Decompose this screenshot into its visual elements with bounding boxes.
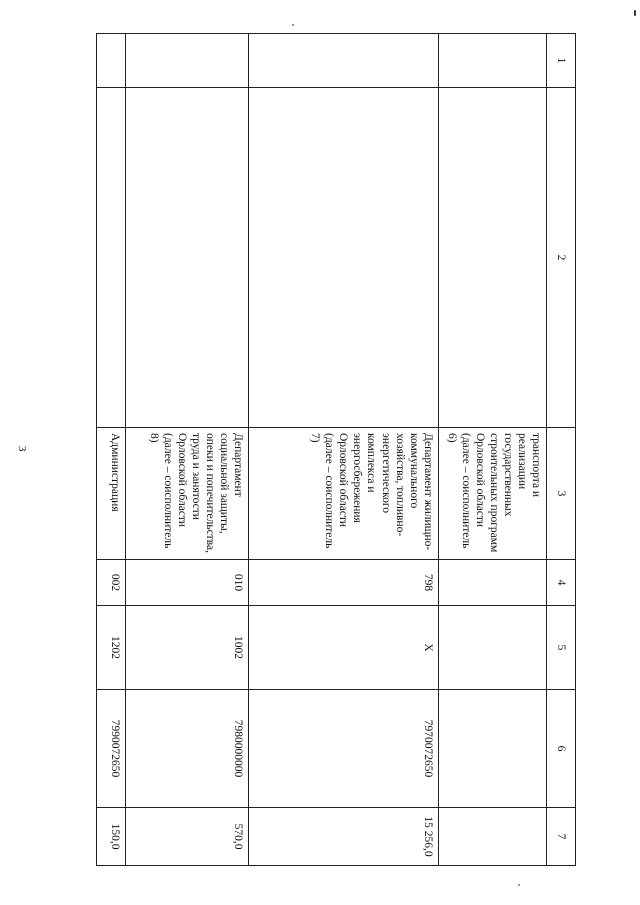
table-cell [438,34,546,88]
amount-cell: 570,0 [126,808,249,866]
scan-speck [518,884,520,886]
col-header-6: 6 [547,690,576,808]
table-cell [97,88,126,428]
table-cell [438,88,546,428]
budget-table [96,33,576,866]
col-header-5: 5 [547,606,576,690]
table-cell [249,34,439,88]
section-cell: 1202 [97,606,126,690]
target-article-cell [438,690,546,808]
scan-speck [634,10,636,16]
col-header-1: 1 [547,34,576,88]
target-article-cell: 7980000000 [126,690,249,808]
page-number: 3 [16,446,28,452]
executor-name-cell: транспорта и реализации государственных строительных программ Орловской области (далее – соисполнитель 6) [438,428,546,560]
section-cell [438,606,546,690]
executor-name-cell: Департамент жилищно-коммунального хозяйства, топливно-энергетического комплекса и энергосбережения Орловской области (далее – соисполнитель 7) [249,428,439,560]
col-header-4: 4 [547,560,576,606]
rotated-table-container [96,33,576,865]
table-row [438,34,546,866]
amount-cell: 150,0 [97,808,126,866]
table-cell [126,88,249,428]
table-row [249,34,439,866]
col-header-3: 3 [547,428,576,560]
code-cell [438,560,546,606]
table-row [126,34,249,866]
code-cell: 002 [97,560,126,606]
table-cell [126,34,249,88]
table-cell [249,88,439,428]
code-cell: 010 [126,560,249,606]
section-cell: 1002 [126,606,249,690]
target-article-cell: 7970072650 [249,690,439,808]
table-cell [97,34,126,88]
table-row [97,34,126,866]
amount-cell: 15 256,0 [249,808,439,866]
section-cell: X [249,606,439,690]
col-header-7: 7 [547,808,576,866]
code-cell: 798 [249,560,439,606]
header-row [547,34,576,866]
scan-speck [292,24,294,26]
target-article-cell: 7990072650 [97,690,126,808]
executor-name-cell: Администрация [97,428,126,560]
col-header-2: 2 [547,88,576,428]
amount-cell [438,808,546,866]
executor-name-cell: Департамент социальной защиты, опеки и попечительства, труда и занятости Орловской области (далее – соисполнитель 8) [126,428,249,560]
